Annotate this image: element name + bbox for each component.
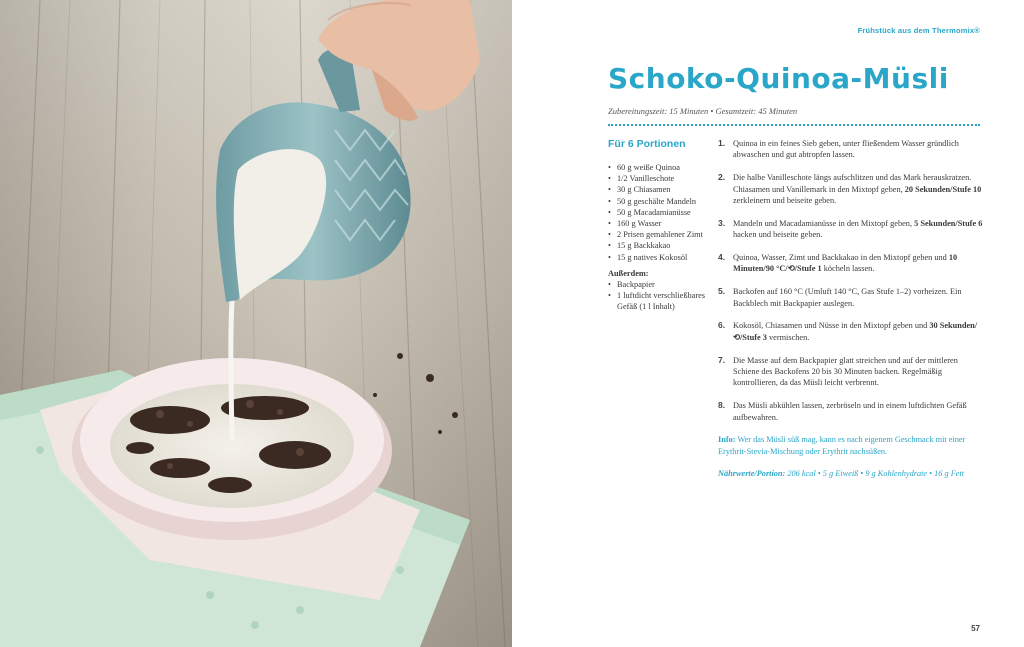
step-text: Backofen auf 160 °C (Umluft 140 °C, Gas Stufe 1–2) vorheizen. Ein Backblech mit Backpapier auslegen.	[733, 287, 962, 308]
ingredient-item: • 50 g Macadamianüsse	[608, 207, 708, 218]
step-text: Quinoa, Wasser, Zimt und Backkakao in den Mixtopf geben und	[733, 253, 949, 263]
info-label: Info:	[718, 435, 736, 445]
ingredients-column	[608, 138, 708, 313]
recipe-step	[718, 172, 984, 206]
ingredient-item: • 60 g weiße Quinoa	[608, 162, 708, 173]
ingredient-item: • 15 g Backkakao	[608, 240, 708, 251]
info-note	[718, 434, 984, 457]
recipe-step	[718, 252, 984, 275]
page-number: 57	[971, 624, 980, 633]
nutrition-label: Nährwerte/Portion:	[718, 469, 786, 479]
step-text: vermischen.	[766, 332, 810, 342]
nutrition-info	[718, 468, 984, 479]
step-text: hacken und beiseite geben.	[733, 230, 823, 240]
step-number: 4.	[718, 252, 726, 263]
step-number: 7.	[718, 354, 726, 365]
dotted-divider	[608, 124, 980, 126]
preparation-times: Zubereitungszeit: 15 Minuten • Gesamtzeit: 45 Minuten	[608, 106, 798, 116]
recipe-step	[718, 138, 984, 161]
ingredient-item: • 50 g geschälte Mandeln	[608, 196, 708, 207]
step-number: 8.	[718, 400, 726, 411]
ingredient-item: • 15 g natives Kokosöl	[608, 252, 708, 263]
step-number: 3.	[718, 217, 726, 228]
step-setting: 10 Minuten/90 °C/⟲/Stufe 1	[733, 253, 958, 274]
portions-heading: Für 6 Portionen	[608, 138, 686, 150]
step-text: Die Masse auf dem Backpapier glatt streichen und auf der mittleren Schiene des Backofens 20 bis 30 Minuten backen. Regelmäßig kontrollieren, da das Müsli leicht verbrennt.	[733, 355, 958, 388]
info-text: Wer das Müsli süß mag, kann es nach eigenem Geschmack mit einer Erythrit-Stevia-Mischung oder Erythrit nachsüßen.	[718, 435, 966, 456]
ingredient-item: • 160 g Wasser	[608, 218, 708, 229]
recipe-title: Schoko-Quinoa-Müsli	[608, 62, 949, 95]
nutrition-text: 206 kcal • 5 g Eiweiß • 9 g Kohlenhydrate • 16 g Fett	[785, 469, 965, 479]
step-list	[718, 138, 984, 423]
step-text: Die halbe Vanilleschote längs aufschlitzen und das Mark herauskratzen. Chiasamen und Vanillemark in den Mixtopf geben,	[733, 173, 972, 194]
ingredient-item: • 2 Prisen gemahlener Zimt	[608, 229, 708, 240]
step-text: zerkleinern und beiseite geben.	[733, 196, 837, 206]
extra-item: • 1 luftdicht verschließbares Gefäß (1 l Inhalt)	[608, 290, 708, 312]
step-number: 6.	[718, 320, 726, 331]
ingredient-item: • 1/2 Vanilleschote	[608, 173, 708, 184]
step-text: Mandeln und Macadamianüsse in den Mixtopf geben,	[733, 218, 915, 228]
step-text: Das Müsli abkühlen lassen, zerbröseln und in einem luftdichten Gefäß aufbewahren.	[733, 401, 967, 422]
steps-column	[718, 138, 984, 480]
step-setting: 20 Sekunden/Stufe 10	[904, 184, 982, 194]
recipe-step	[718, 355, 984, 389]
step-number: 5.	[718, 286, 726, 297]
extras-heading: Außerdem:	[608, 268, 649, 278]
step-number: 2.	[718, 172, 726, 183]
step-text: köcheln lassen.	[821, 264, 875, 274]
step-text: Quinoa in ein feines Sieb geben, unter fließendem Wasser gründlich abwaschen und gut abtropfen lassen.	[733, 139, 959, 160]
recipe-step	[718, 218, 984, 241]
extra-item: • Backpapier	[608, 279, 708, 290]
step-setting: 30 Sekunden/⟲/Stufe 3	[733, 321, 978, 342]
ingredient-item: • 30 g Chiasamen	[608, 184, 708, 195]
extras-list	[608, 279, 708, 313]
step-setting: 5 Sekunden/Stufe 6	[914, 218, 983, 228]
step-number: 1.	[718, 138, 726, 148]
step-text: Kokosöl, Chiasamen und Nüsse in den Mixtopf geben und	[733, 321, 930, 331]
recipe-step	[718, 286, 984, 309]
recipe-step	[718, 320, 984, 343]
recipe-step	[718, 400, 984, 423]
running-head: Frühstück aus dem Thermomix®	[857, 26, 980, 35]
ingredient-list	[608, 162, 708, 263]
recipe-page	[512, 0, 1024, 647]
